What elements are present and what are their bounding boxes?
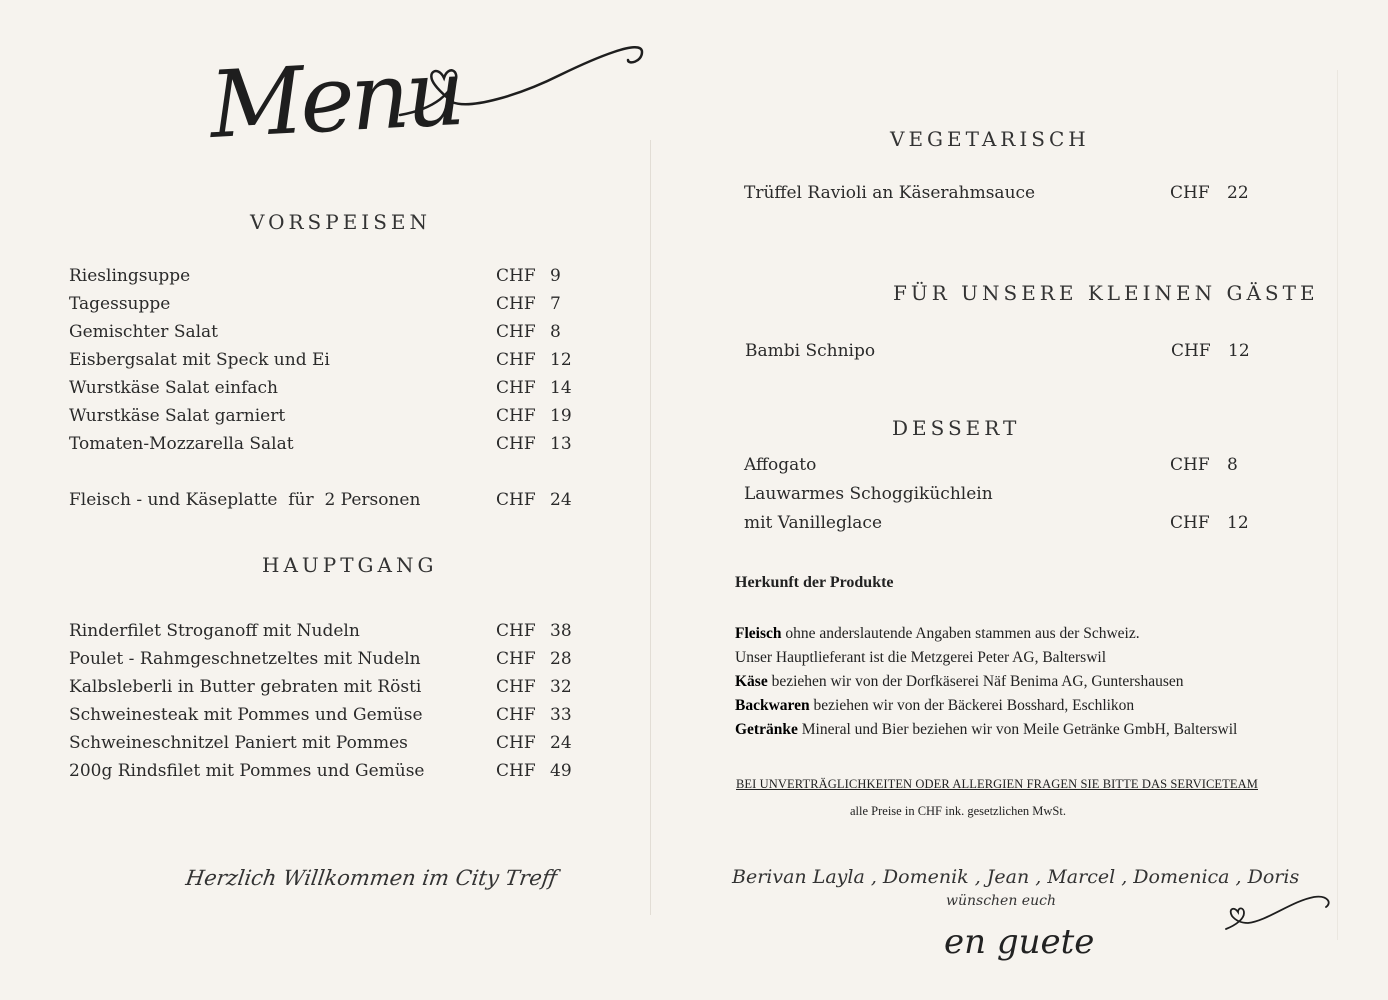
origin-section bbox=[735, 574, 1325, 742]
team-names: Berivan Layla , Domenik , Jean , Marcel , Domenica , Doris bbox=[732, 866, 1300, 888]
origin-line-text: Mineral und Bier beziehen wir von Meile Getränke GmbH, Balterswil bbox=[797, 721, 1238, 738]
item-currency: CHF bbox=[496, 490, 536, 510]
list-item bbox=[744, 513, 1264, 542]
list-item bbox=[69, 649, 589, 677]
item-price: 19 bbox=[550, 406, 572, 426]
item-name: 200g Rindsfilet mit Pommes und Gemüse bbox=[69, 761, 425, 781]
origin-line-bold: Getränke bbox=[735, 721, 798, 738]
hauptgang-list bbox=[69, 621, 589, 789]
item-price: 12 bbox=[550, 350, 572, 370]
item-price: 7 bbox=[550, 294, 561, 314]
item-currency: CHF bbox=[496, 266, 536, 286]
list-item bbox=[69, 266, 589, 294]
origin-line-text: beziehen wir von der Bäckerei Bosshard, Eschlikon bbox=[809, 697, 1135, 714]
item-price: 33 bbox=[550, 705, 572, 725]
origin-line-text: Unser Hauptlieferant ist die Metzgerei Peter AG, Balterswil bbox=[735, 649, 1107, 666]
item-name: mit Vanilleglace bbox=[744, 513, 883, 533]
item-currency: CHF bbox=[496, 350, 536, 370]
list-item bbox=[744, 484, 1264, 513]
closing-text: en guete bbox=[944, 922, 1095, 962]
list-item bbox=[69, 761, 589, 789]
origin-line bbox=[735, 646, 1325, 670]
item-currency: CHF bbox=[496, 406, 536, 426]
item-currency: CHF bbox=[496, 761, 536, 781]
heading-dessert: DESSERT bbox=[892, 416, 1021, 440]
item-price: 13 bbox=[550, 434, 572, 454]
list-item bbox=[69, 322, 589, 350]
item-price: 12 bbox=[1227, 513, 1249, 533]
item-price: 22 bbox=[1227, 183, 1249, 203]
allergy-note: BEI UNVERTRÄGLICHKEITEN ODER ALLERGIEN FRAGEN SIE BITTE DAS SERVICETEAM bbox=[736, 777, 1258, 791]
item-name: Tomaten-Mozzarella Salat bbox=[69, 434, 294, 454]
item-currency: CHF bbox=[496, 649, 536, 669]
welcome-text: Herzlich Willkommen im City Treff bbox=[184, 866, 559, 890]
platter-list bbox=[69, 490, 589, 518]
item-price: 24 bbox=[550, 490, 572, 510]
item-price: 38 bbox=[550, 621, 572, 641]
item-currency: CHF bbox=[496, 294, 536, 314]
origin-line-bold: Backwaren bbox=[735, 697, 810, 714]
origin-line-text: beziehen wir von der Dorfkäserei Näf Benima AG, Guntershausen bbox=[767, 673, 1184, 690]
list-item bbox=[69, 294, 589, 322]
list-item bbox=[69, 434, 589, 462]
heart-flourish-icon bbox=[1222, 885, 1337, 935]
item-name: Poulet - Rahmgeschnetzeltes mit Nudeln bbox=[69, 649, 421, 669]
item-price: 8 bbox=[1227, 455, 1238, 475]
item-name: Rinderfilet Stroganoff mit Nudeln bbox=[69, 621, 360, 641]
item-currency: CHF bbox=[1170, 183, 1210, 203]
dessert-list bbox=[744, 455, 1264, 542]
vorspeisen-list bbox=[69, 266, 589, 462]
origin-line bbox=[735, 694, 1325, 718]
item-currency: CHF bbox=[496, 705, 536, 725]
origin-lines bbox=[735, 622, 1325, 742]
item-price: 8 bbox=[550, 322, 561, 342]
item-name: Wurstkäse Salat garniert bbox=[69, 406, 286, 426]
item-name: Schweinesteak mit Pommes und Gemüse bbox=[69, 705, 423, 725]
list-item bbox=[69, 378, 589, 406]
item-name: Fleisch - und Käseplatte für 2 Personen bbox=[69, 490, 421, 510]
item-price: 14 bbox=[550, 378, 572, 398]
list-item bbox=[69, 677, 589, 705]
origin-line bbox=[735, 718, 1325, 742]
item-name: Eisbergsalat mit Speck und Ei bbox=[69, 350, 330, 370]
heading-vegetarisch: VEGETARISCH bbox=[890, 127, 1090, 151]
origin-line-bold: Käse bbox=[735, 673, 768, 690]
origin-heading: Herkunft der Produkte bbox=[735, 574, 894, 591]
list-item bbox=[69, 705, 589, 733]
item-price: 49 bbox=[550, 761, 572, 781]
list-item bbox=[69, 733, 589, 761]
vegetarisch-list bbox=[744, 183, 1264, 211]
prices-note: alle Preise in CHF ink. gesetzlichen MwSt. bbox=[850, 804, 1066, 818]
list-item bbox=[69, 490, 589, 518]
item-currency: CHF bbox=[496, 733, 536, 753]
item-name: Trüffel Ravioli an Käserahmsauce bbox=[744, 183, 1036, 203]
item-name: Kalbsleberli in Butter gebraten mit Rösti bbox=[69, 677, 422, 697]
heading-kinder: FÜR UNSERE KLEINEN GÄSTE bbox=[893, 281, 1319, 305]
list-item bbox=[69, 621, 589, 649]
item-currency: CHF bbox=[496, 378, 536, 398]
list-item bbox=[745, 341, 1265, 369]
item-name: Gemischter Salat bbox=[69, 322, 218, 342]
origin-line bbox=[735, 622, 1325, 646]
item-currency: CHF bbox=[496, 621, 536, 641]
list-item bbox=[69, 406, 589, 434]
kinder-list bbox=[745, 341, 1265, 369]
heading-vorspeisen: VORSPEISEN bbox=[250, 210, 432, 234]
origin-line-bold: Fleisch bbox=[735, 625, 782, 642]
item-currency: CHF bbox=[1171, 341, 1211, 361]
column-divider bbox=[650, 140, 651, 915]
item-price: 9 bbox=[550, 266, 561, 286]
list-item bbox=[744, 183, 1264, 211]
list-item bbox=[69, 350, 589, 378]
item-name: Affogato bbox=[744, 455, 817, 475]
page-edge bbox=[1337, 70, 1338, 940]
item-name: Bambi Schnipo bbox=[745, 341, 876, 361]
item-currency: CHF bbox=[1170, 455, 1210, 475]
item-name: Schweineschnitzel Paniert mit Pommes bbox=[69, 733, 408, 753]
item-name: Tagessuppe bbox=[69, 294, 171, 314]
item-currency: CHF bbox=[496, 434, 536, 454]
origin-line bbox=[735, 670, 1325, 694]
item-currency: CHF bbox=[1170, 513, 1210, 533]
item-name: Lauwarmes Schoggiküchlein bbox=[744, 484, 993, 504]
item-name: Rieslingsuppe bbox=[69, 266, 191, 286]
item-price: 32 bbox=[550, 677, 572, 697]
list-item bbox=[744, 455, 1264, 484]
item-name: Wurstkäse Salat einfach bbox=[69, 378, 278, 398]
item-currency: CHF bbox=[496, 322, 536, 342]
item-currency: CHF bbox=[496, 677, 536, 697]
item-price: 12 bbox=[1228, 341, 1250, 361]
item-price: 24 bbox=[550, 733, 572, 753]
origin-line-text: ohne anderslautende Angaben stammen aus der Schweiz. bbox=[781, 625, 1140, 642]
heading-hauptgang: HAUPTGANG bbox=[262, 553, 438, 577]
menu-title: Menu bbox=[207, 38, 464, 159]
heart-flourish-icon bbox=[380, 20, 660, 140]
item-price: 28 bbox=[550, 649, 572, 669]
wish-text: wünschen euch bbox=[946, 893, 1056, 909]
